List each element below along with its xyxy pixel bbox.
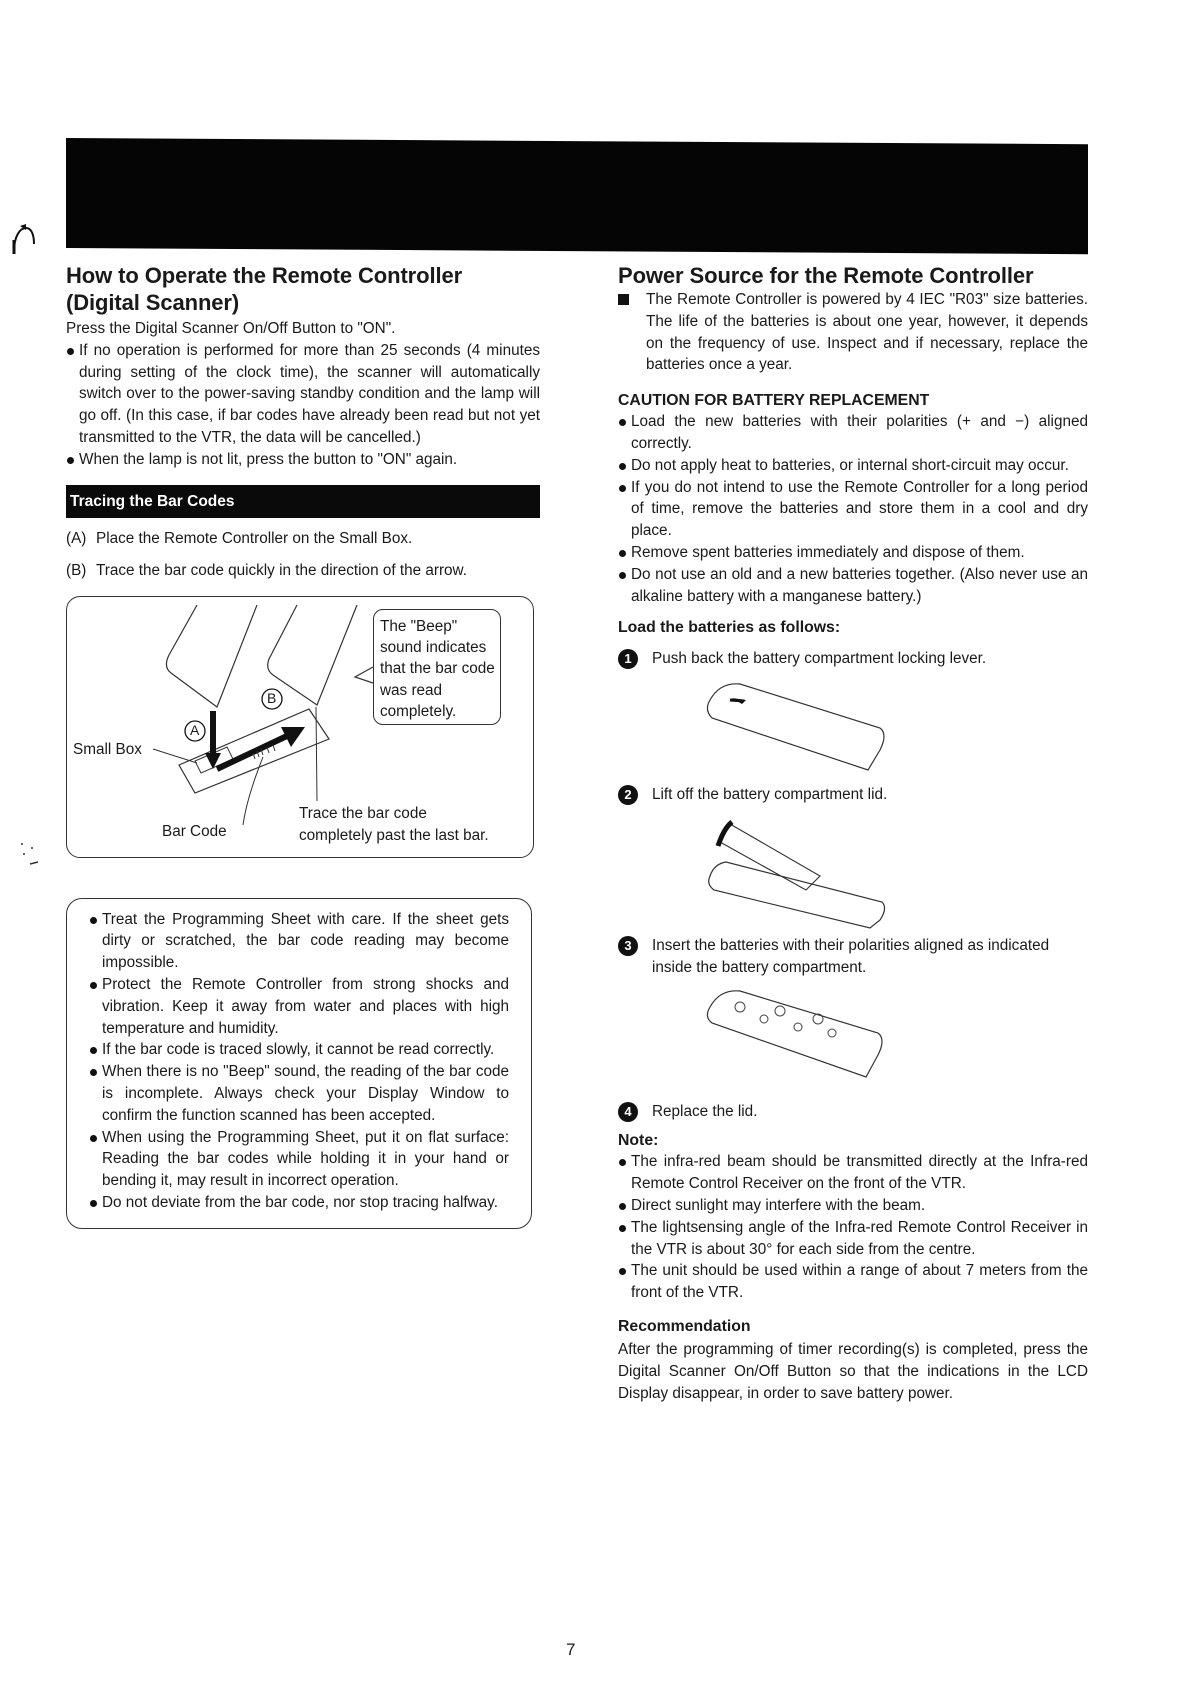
caution-list xyxy=(618,411,1088,607)
note-item: The lightsensing angle of the Infra-red Remote Control Receiver in the VTR is about 30° for each side from the centre. xyxy=(618,1217,1088,1261)
step-number-icon: 3 xyxy=(618,936,638,956)
bar-code-tracing-diagram xyxy=(66,596,534,858)
note-item: The infra-red beam should be transmitted directly at the Infra-red Remote Control Receiver on the front of the VTR. xyxy=(618,1151,1088,1195)
note-item: Do not deviate from the bar code, nor stop tracing halfway. xyxy=(89,1192,509,1214)
bullet-item: If no operation is performed for more than 25 seconds (4 minutes during setting of the clock time), the scanner will automatically switch over to the power-saving standby condition and the lamp will go off. (In this case, if bar codes have already been read but not yet transmitted to the VTR, the data will be cancelled.) xyxy=(66,340,540,449)
step-text: Place the Remote Controller on the Small Box. xyxy=(96,529,413,547)
remote-back-figure xyxy=(690,670,1088,780)
right-column xyxy=(618,262,1088,1404)
title-line-1: How to Operate the Remote Controller xyxy=(66,263,463,288)
note-item: Protect the Remote Controller from strong shocks and vibration. Keep it away from water and places with high temperature and humidity. xyxy=(89,974,509,1039)
intro-text: Press the Digital Scanner On/Off Button to "ON". xyxy=(66,320,396,337)
tracing-band-heading: Tracing the Bar Codes xyxy=(66,485,540,518)
recommendation-text: After the programming of timer recording(s) is completed, press the Digital Scanner On/Off Button so that the indications in the LCD Display disappear, in order to save battery power. xyxy=(618,1340,1088,1402)
section-title-power: Power Source for the Remote Controller xyxy=(618,263,1034,288)
step-text: Trace the bar code quickly in the direction of the arrow. xyxy=(96,561,468,579)
caution-item: If you do not intend to use the Remote Controller for a long period of time, remove the batteries and store them in a cool and dry place. xyxy=(618,477,1088,542)
section-title-operate xyxy=(66,262,540,316)
remote-lever-illustration xyxy=(690,670,950,780)
caution-item: Load the new batteries with their polarities (+ and −) aligned correctly. xyxy=(618,411,1088,455)
bullet-item: When the lamp is not lit, press the button to "ON" again. xyxy=(66,449,540,471)
note-item: When there is no "Beep" sound, the reading of the bar code is incomplete. Always check your Display Window to confirm the function scanned has been accepted. xyxy=(89,1061,509,1126)
note-item: The unit should be used within a range of about 7 meters from the front of the VTR. xyxy=(618,1260,1088,1304)
bar-code-label: Bar Code xyxy=(162,822,227,840)
note-item: Direct sunlight may interfere with the beam. xyxy=(618,1195,1088,1217)
step-a xyxy=(66,528,540,550)
step-text: Insert the batteries with their polarities aligned as indicated inside the battery compartment. xyxy=(652,936,1050,976)
scan-artifact-icon xyxy=(18,840,42,870)
handling-notes-box xyxy=(66,898,532,1229)
load-step-4 xyxy=(618,1101,1088,1123)
title-line-2: (Digital Scanner) xyxy=(66,290,240,315)
load-step-3 xyxy=(618,935,1088,979)
remote-batteries-illustration xyxy=(690,979,950,1099)
trace-hint-line-1: Trace the bar code xyxy=(299,804,427,822)
load-heading: Load the batteries as follows: xyxy=(618,619,841,637)
step-label: (A) xyxy=(66,529,87,547)
left-column xyxy=(66,262,540,1229)
step-text: Push back the battery compartment locking lever. xyxy=(652,650,987,668)
note-item: When using the Programming Sheet, put it on flat surface: Reading the bar codes while holding it in your hand or bending it, may result in incorrect operation. xyxy=(89,1127,509,1192)
page-number: 7 xyxy=(566,1640,576,1659)
caution-item: Do not apply heat to batteries, or internal short-circuit may occur. xyxy=(618,455,1088,477)
caution-item: Do not use an old and a new batteries together. (Also never use an alkaline battery with a manganese battery.) xyxy=(618,564,1088,608)
marker-b: B xyxy=(267,689,277,706)
load-step-2 xyxy=(618,784,1088,806)
caution-item: Remove spent batteries immediately and dispose of them. xyxy=(618,542,1088,564)
corner-mark-icon xyxy=(10,222,36,256)
step-number-icon: 4 xyxy=(618,1102,638,1122)
step-number-icon: 1 xyxy=(618,649,638,669)
load-step-1 xyxy=(618,648,1088,670)
recommendation-heading: Recommendation xyxy=(618,1317,751,1335)
step-text: Replace the lid. xyxy=(652,1102,758,1120)
power-intro: The Remote Controller is powered by 4 IEC "R03" size batteries. The life of the batteries is about one year, however, it depends on the frequency of use. Inspect and if necessary, replace the batteries once a year. xyxy=(618,289,1088,376)
caution-heading: CAUTION FOR BATTERY REPLACEMENT xyxy=(618,392,930,410)
remote-lid-figure xyxy=(690,806,1088,931)
remote-batteries-figure xyxy=(690,979,1088,1099)
note-item: Treat the Programming Sheet with care. If the sheet gets dirty or scratched, the bar code reading may become impossible. xyxy=(89,909,509,974)
step-text: Lift off the battery compartment lid. xyxy=(652,786,888,804)
trace-hint-line-2: completely past the last bar. xyxy=(299,826,489,844)
step-label: (B) xyxy=(66,561,87,579)
step-b xyxy=(66,560,540,582)
beep-callout: The "Beep" sound indicates that the bar code was read completely. xyxy=(373,609,501,725)
small-box-label: Small Box xyxy=(73,740,142,758)
operate-bullets xyxy=(66,340,540,471)
remote-lid-illustration xyxy=(690,806,950,931)
note-heading: Note: xyxy=(618,1132,659,1150)
note-item: If the bar code is traced slowly, it cannot be read correctly. xyxy=(89,1039,509,1061)
step-number-icon: 2 xyxy=(618,785,638,805)
marker-a: A xyxy=(190,721,200,738)
note-list xyxy=(618,1151,1088,1304)
header-banner xyxy=(66,138,1088,254)
